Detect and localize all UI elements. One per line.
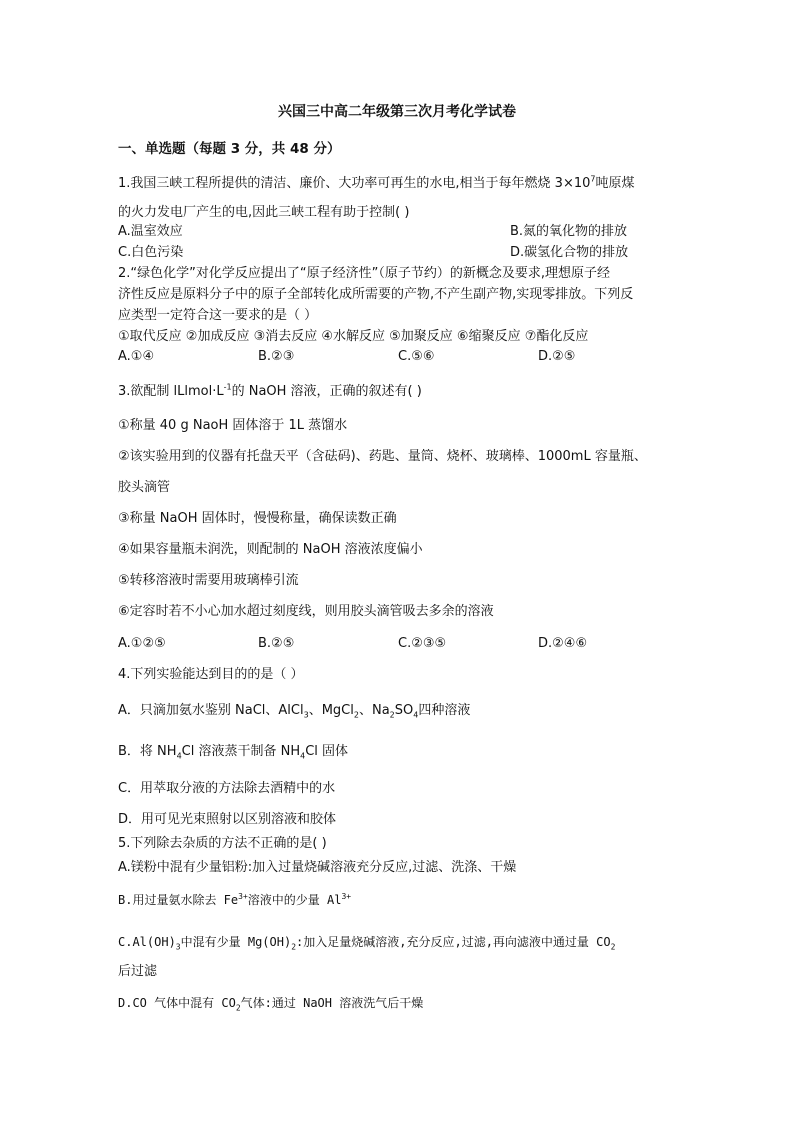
q4a-text: A．只滴加氨水鉴别 NaCl、AlCl — [118, 703, 304, 718]
q2-option-d: D.②⑤ — [538, 349, 576, 364]
section-heading: 一、单选题（每题 3 分，共 48 分） — [118, 141, 341, 157]
q4a-text: 四种溶液 — [418, 703, 471, 718]
question-2-stem-line3: 应类型一定符合这一要求的是（ ） — [118, 308, 318, 323]
q4-option-c: C．用萃取分液的方法除去酒精中的水 — [118, 781, 336, 796]
q4a-text: 、MgCl — [308, 703, 354, 718]
q4a-sub: 4 — [413, 710, 419, 720]
q1-exponent: 7 — [590, 174, 596, 184]
q1-option-d: D.碳氢化合物的排放 — [510, 245, 629, 260]
q5c-text: 中混有少量 Mg(OH) — [180, 935, 292, 949]
q3-statement-4: ④如果容量瓶未润洗，则配制的 NaOH 溶液浓度偏小 — [118, 542, 423, 557]
q3-statement-2-cont: 胶头滴管 — [118, 480, 171, 495]
q4b-sub: 4 — [176, 751, 182, 761]
q4a-sub: 2 — [389, 710, 395, 720]
q3-text-end: 的 NaOH 溶液，正确的叙述有( ) — [231, 384, 422, 399]
q3-statement-1: ①称量 40 g NaoH 固体溶于 1L 蒸馏水 — [118, 418, 348, 433]
q4b-text: Cl 溶液蒸干制备 NH — [181, 744, 301, 759]
q3-option-a: A.①②⑤ — [118, 636, 166, 651]
q4b-text: Cl 固体 — [305, 744, 349, 759]
question-5-stem: 5.下列除去杂质的方法不正确的是( ) — [118, 836, 327, 851]
question-1-stem — [118, 176, 634, 192]
q5c-sub: 2 — [291, 942, 297, 952]
q5c-text: C.Al(OH) — [118, 935, 176, 949]
q4-option-a — [118, 703, 470, 719]
q3-text: 3.欲配制 lLlmol·L — [118, 384, 224, 399]
q3-option-d: D.②④⑥ — [538, 636, 588, 651]
q4-option-d: D．用可见光束照射以区别溶液和胶体 — [118, 812, 337, 827]
q4-option-b — [118, 744, 348, 760]
q2-option-a: A.①④ — [118, 349, 155, 364]
question-2-stem-line2: 济性反应是原料分子中的原子全部转化成所需要的产物,不产生副产物,实现零排放。下列反 — [118, 287, 634, 302]
q4a-text: SO — [394, 703, 414, 718]
q3-statement-5: ⑤转移溶液时需要用玻璃棒引流 — [118, 573, 299, 588]
q4b-sub: 4 — [300, 751, 306, 761]
q5b-sup: 3+ — [341, 892, 352, 901]
question-2-reactions: ①取代反应 ②加成反应 ③消去反应 ④水解反应 ⑤加聚反应 ⑥缩聚反应 ⑦酯化反应 — [118, 329, 589, 344]
q5-option-c-cont: 后过滤 — [118, 964, 158, 979]
q5d-text: D.CO 气体中混有 CO — [118, 996, 236, 1010]
q1-option-c: C.白色污染 — [118, 245, 184, 260]
q5d-sub: 2 — [235, 1003, 241, 1013]
q4b-text: B．将 NH — [118, 744, 177, 759]
question-4-stem: 4.下列实验能达到目的的是（ ） — [118, 667, 304, 682]
q3-option-b: B.②⑤ — [258, 636, 295, 651]
q5c-text: :加入足量烧碱溶液,充分反应,过滤,再向滤液中通过量 CO — [296, 935, 611, 949]
q1-option-b: B.氮的氧化物的排放 — [510, 224, 628, 239]
q5-option-a: A.镁粉中混有少量铝粉:加入过量烧碱溶液充分反应,过滤、洗涤、干燥 — [118, 860, 517, 875]
q5b-sup: 3+ — [238, 892, 248, 901]
question-2-stem: 2.“绿色化学”对化学反应提出了“原子经济性”（原子节约）的新概念及要求,理想原子经 — [118, 266, 610, 281]
q4a-sub: 3 — [303, 710, 309, 720]
q3-statement-2: ②该实验用到的仪器有托盘天平（含砝码)、药匙、量筒、烧杯、玻璃棒、1000mL 容量瓶、 — [118, 449, 647, 464]
q5-option-c — [118, 934, 615, 950]
q1-text-end: 吨原煤 — [595, 176, 635, 191]
page-title: 兴国三中高二年级第三次月考化学试卷 — [278, 104, 516, 120]
q2-option-b: B.②③ — [258, 349, 295, 364]
question-1-stem-line2: 的火力发电厂产生的电,因此三峡工程有助于控制( ) — [118, 205, 410, 220]
q5-option-d — [118, 995, 423, 1011]
q3-statement-3: ③称量 NaOH 固体时，慢慢称量，确保读数正确 — [118, 511, 397, 526]
q5b-text: 溶液中的少量 Al — [247, 893, 342, 907]
q1-text: 1.我国三峡工程所提供的清洁、廉价、大功率可再生的水电,相当于每年燃烧 3×10 — [118, 176, 591, 191]
q3-statement-6: ⑥定容时若不小心加水超过刻度线，则用胶头滴管吸去多余的溶液 — [118, 604, 494, 619]
q3-option-c: C.②③⑤ — [398, 636, 447, 651]
q4a-text: 、Na — [358, 703, 390, 718]
q5d-text: 气体:通过 NaOH 溶液洗气后干燥 — [240, 996, 424, 1010]
q4a-sub: 2 — [353, 710, 359, 720]
q3-exponent: -1 — [223, 382, 232, 392]
q5b-text: B.用过量氨水除去 Fe — [118, 893, 239, 907]
q5-option-b — [118, 892, 351, 908]
q5c-sub: 3 — [175, 942, 181, 952]
question-3-stem — [118, 384, 422, 400]
q1-option-a: A.温室效应 — [118, 224, 183, 239]
q2-option-c: C.⑤⑥ — [398, 349, 435, 364]
q5c-sub: 2 — [610, 942, 616, 952]
